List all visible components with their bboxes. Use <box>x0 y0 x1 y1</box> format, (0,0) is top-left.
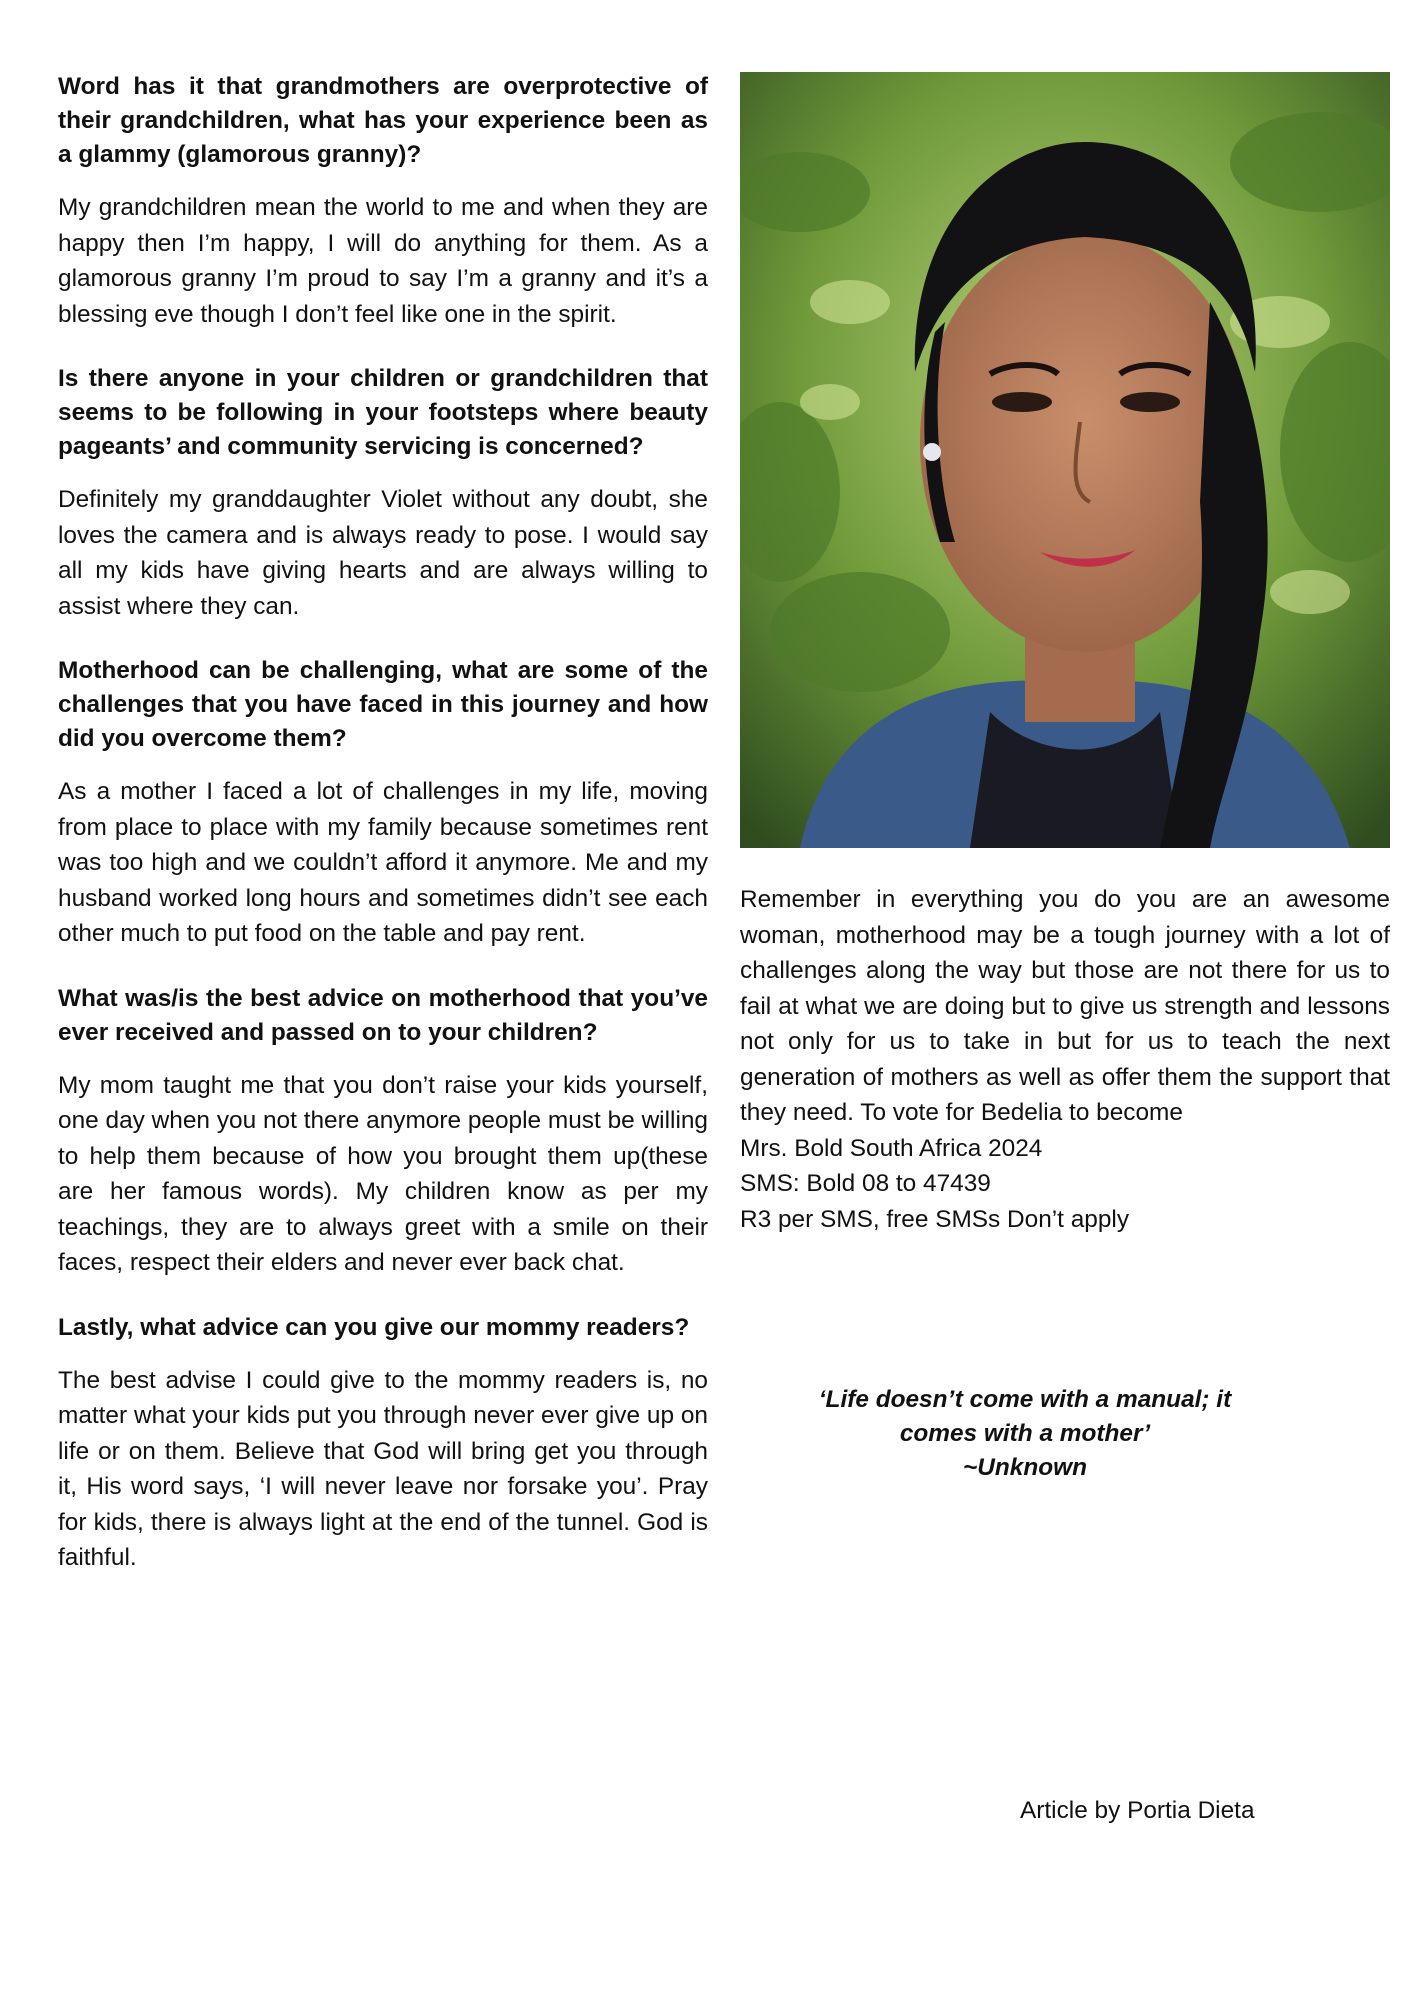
quote-line-1: ‘Life doesn’t come with a manual; it <box>818 1386 1232 1413</box>
quote-line-2: comes with a mother’ <box>899 1420 1151 1447</box>
article-byline: Article by Portia Dieta <box>1020 1797 1255 1824</box>
question-1: Word has it that grandmothers are overprotective of their grandchildren, what has your experience been as a glammy (glamorous granny)? <box>58 73 708 168</box>
question-2: Is there anyone in your children or grandchildren that seems to be following in your footsteps where beauty pageants’ and community servicing is concerned? <box>58 365 708 460</box>
answer-2: Definitely my granddaughter Violet without any doubt, she loves the camera and is always ready to pose. I would say all my kids have giving hearts and are always willing to assist where they can. <box>58 486 708 620</box>
question-4: What was/is the best advice on motherhood that you’ve ever received and passed on to your children? <box>58 984 708 1046</box>
closing-section <box>740 882 1390 1237</box>
quote-attribution: ~Unknown <box>963 1454 1087 1481</box>
portrait-illustration <box>740 72 1390 848</box>
vote-line-3: R3 per SMS, free SMSs Don’t apply <box>740 1205 1130 1233</box>
vote-line-1: Mrs. Bold South Africa 2024 <box>740 1134 1043 1162</box>
closing-paragraph: Remember in everything you do you are an awesome woman, motherhood may be a tough journey with a lot of challenges along the way but those are not there for us to fail at what we are doing but to give us strength and lessons not only for us to take in but for us to teach the next generation of mothers as well as offer them the support that they need. To vote for Bedelia to become <box>740 886 1390 1126</box>
question-3: Motherhood can be challenging, what are some of the challenges that you have faced in this journey and how did you overcome them? <box>58 657 708 752</box>
answer-5: The best advise I could give to the mommy readers is, no matter what your kids put you through never ever give up on life or on them. Believe that God will bring get you through it, His word says, ‘I will never leave nor forsake you’. Pray for kids, there is always light at the end of the tunnel. God is faithful. <box>58 1366 708 1571</box>
portrait-photo <box>740 72 1390 848</box>
answer-1: My grandchildren mean the world to me and when they are happy then I’m happy, I will do anything for them. As a glamorous granny I’m proud to say I’m a granny and it’s a blessing eve though I don’t feel like one in the spirit. <box>58 194 708 328</box>
answer-4: My mom taught me that you don’t raise your kids yourself, one day when you not there anymore people must be willing to help them because of how you brought them up(these are her famous words). My children know as per my teachings, they are to always greet with a smile on their faces, respect their elders and never ever back chat. <box>58 1071 708 1276</box>
vote-line-2: SMS: Bold 08 to 47439 <box>740 1170 991 1197</box>
right-column <box>740 72 1390 1237</box>
question-5: Lastly, what advice can you give our mommy readers? <box>58 1313 690 1341</box>
interview-column <box>58 70 708 1606</box>
answer-3: As a mother I faced a lot of challenges in my life, moving from place to place with my family because sometimes rent was too high and we couldn’t afford it anymore. Me and my husband worked long hours and sometimes didn’t see each other much to put food on the table and pay rent. <box>58 778 708 947</box>
pull-quote <box>740 1383 1310 1485</box>
